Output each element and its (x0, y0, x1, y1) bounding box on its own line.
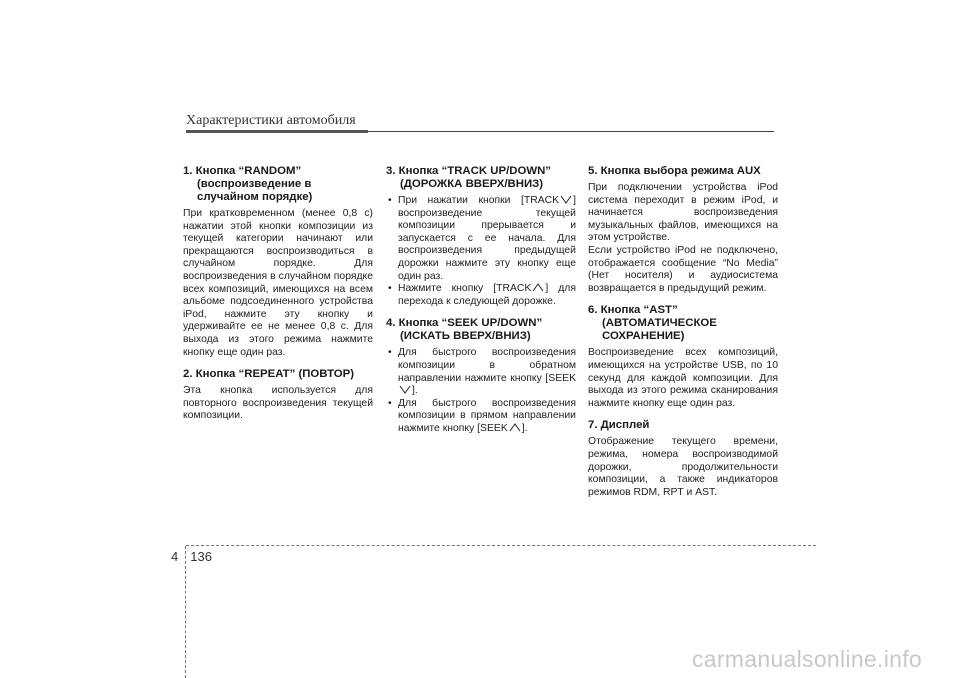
section-random-title-sub: (воспроизведение в случайном порядке) (197, 178, 313, 203)
section-random-body: При кратковременном (менее 0,8 с) нажатии этой кнопки композиции из текущей категории начинают или прекращаются воспроизводиться в случайном порядке. Для воспроизведения в случайном порядке всех композиций, имеющихся на всем альбоме подсоединенного устройства iPod, нажмите эту кнопку и удерживайте ее не менее 0,8 с. Для выхода из этого режима нажмите кнопку еще один раз. (183, 208, 373, 358)
seek-down-text-post: ]. (412, 385, 418, 397)
section-aux (588, 165, 778, 295)
chapter-number: 4 (171, 549, 179, 564)
seek-down-text-pre: Для быстрого воспроизведения композиции в обратном направлении нажмите кнопку [SEEK (398, 347, 576, 384)
section-ast-title-main: 6. Кнопка “AST” (588, 304, 678, 317)
column-1 (183, 165, 373, 432)
section-ast-title-sub: (АВТОМАТИЧЕСКОЕ СОХРАНЕНИЕ) (602, 317, 717, 343)
section-track-title-main: 3. Кнопка “TRACK UP/DOWN” (386, 165, 552, 177)
section-repeat-title: 2. Кнопка “REPEAT” (ПОВТОР) (183, 368, 355, 381)
section-display-title: 7. Дисплей (588, 419, 650, 432)
section-ast-body: Воспроизведение всех композиций, имеющихся на устройстве USB, по 10 секунд для каждой композиции. Для выхода из этого режима сканирования нажмите кнопку еще один раз. (588, 347, 778, 409)
section-aux-body-2: Если устройство iPod не подключено, отображается сообщение “No Media” (Нет носителя) и аудиосистема возвращается в предыдущий режим. (588, 244, 778, 294)
column-2 (386, 165, 576, 445)
track-up-text-pre: Нажмите кнопку [TRACK (398, 283, 532, 295)
section-random-title (183, 165, 373, 204)
section-seek-title-sub: (ИСКАТЬ ВВЕРХ/ВНИЗ) (400, 330, 531, 343)
track-down-text-post: ] воспроизведение текущей композиции прерывается и запускается с ее начала. Для воспроизведения предыдущей дорожки нажмите эту кнопку еще один раз. (398, 195, 576, 282)
section-repeat (183, 368, 373, 423)
section-ast (588, 304, 778, 410)
list-item (386, 283, 576, 308)
section-track-title-sub: (ДОРОЖКА ВВЕРХ/ВНИЗ) (400, 178, 544, 190)
page-number (171, 549, 212, 564)
section-repeat-body: Эта кнопка используется для повторного воспроизведения текущей композиции. (183, 385, 373, 422)
seek-up-text-pre: Для быстрого воспроизведения композиции в прямом направлении нажмите кнопку [SEEK (398, 397, 576, 434)
watermark: carmanualsonline.info (691, 646, 922, 672)
track-down-text-pre: При нажатии кнопки [TRACK (398, 195, 560, 206)
track-up-text-post: ] для перехода к следующей дорожке. (398, 283, 577, 307)
header-divider-accent (186, 130, 368, 133)
section-seek-title-main: 4. Кнопка “SEEK UP/DOWN” (386, 317, 543, 330)
chevron-up-icon (508, 423, 522, 432)
page-number-value: 136 (190, 549, 212, 564)
section-ast-title (588, 304, 778, 343)
section-aux-title: 5. Кнопка выбора режима AUX (588, 165, 761, 177)
list-item (386, 195, 576, 283)
section-track-title (386, 165, 576, 191)
section-random (183, 165, 373, 359)
section-seek-list (386, 347, 576, 435)
footer-vertical-divider (185, 546, 186, 678)
chevron-up-icon (531, 283, 545, 292)
list-item (386, 398, 576, 436)
section-track (386, 165, 576, 308)
section-display (588, 419, 778, 499)
section-display-body: Отображение текущего времени, режима, номера воспроизводимой дорожки, продолжительности композиции, а также индикаторов режимов RDM, RPT и AST. (588, 436, 778, 498)
footer-divider (186, 545, 816, 546)
section-track-list (386, 195, 576, 308)
column-3 (588, 165, 778, 508)
section-seek (386, 317, 576, 435)
section-random-title-main: 1. Кнопка “RANDOM” (183, 165, 302, 177)
section-seek-title (386, 317, 576, 343)
section-aux-body-1: При подключении устройства iPod система переходит в режим iPod, и начинается воспроизведения музыкальных файлов, имеющихся на этом устройстве. (588, 182, 778, 244)
chevron-down-icon (398, 385, 412, 394)
list-item (386, 347, 576, 397)
chevron-down-icon (559, 195, 573, 204)
page-header-title: Характеристики автомобиля (186, 113, 356, 128)
seek-up-text-post: ]. (521, 422, 528, 434)
